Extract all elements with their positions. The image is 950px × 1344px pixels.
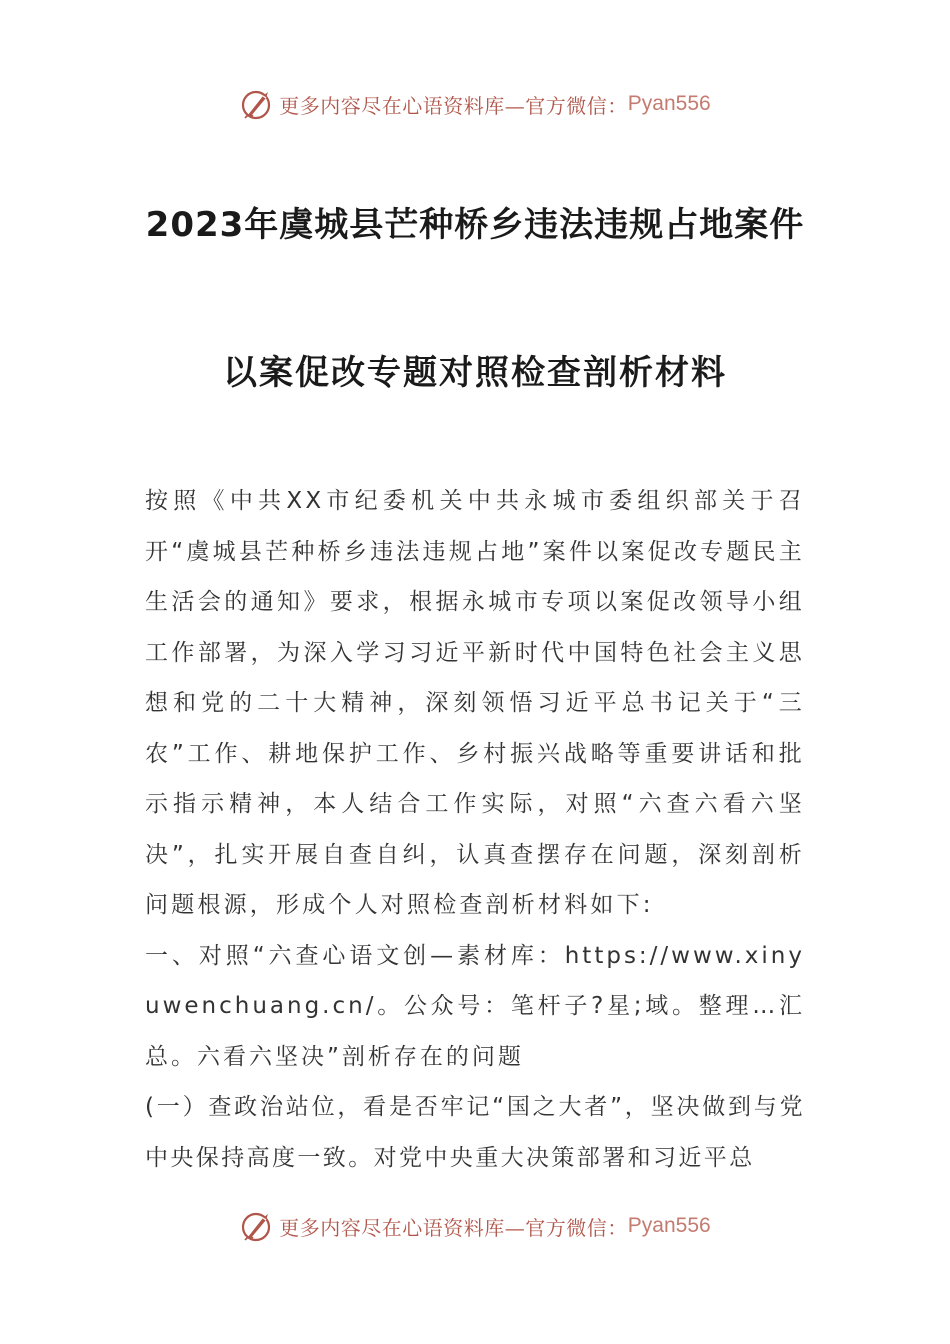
- watermark-text: 更多内容尽在心语资料库—官方微信：: [279, 93, 628, 118]
- pen-nib-logo-icon: [239, 86, 275, 122]
- intro-paragraph: 按照《中共XX市纪委机关中共永城市委组织部关于召开“虞城县芒种桥乡违法违规占地”案件以案促改专题民主生活会的通知》要求，根据永城市专项以案促改领导小组工作部署，为深入学习习近平新时代中国特色社会主义思想和党的二十大精神，深刻领悟习近平总书记关于“三农”工作、耕地保护工作、乡村振兴战略等重要讲话和批示指示精神，本人结合工作实际，对照“六查六看六坚决”，扎实开展自查自纠，认真查摆存在问题，深刻剖析问题根源，形成个人对照检查剖析材料如下:: [145, 488, 805, 918]
- watermark-footer: [0, 1206, 950, 1246]
- watermark-header: [0, 84, 950, 124]
- document-title-line-2: 以案促改专题对照检查剖析材料: [223, 353, 727, 393]
- watermark-wechat-id: Pyan556: [627, 92, 711, 115]
- document-body: [145, 476, 805, 1183]
- watermark-wechat-id: Pyan556: [627, 1214, 711, 1237]
- subsection-1: (一）查政治站位，看是否牢记“国之大者”，坚决做到与党中央保持高度一致。对党中央重大决策部署和习近平总: [145, 1094, 805, 1171]
- watermark-text: 更多内容尽在心语资料库—官方微信：: [279, 1215, 628, 1240]
- pen-nib-logo-icon: [239, 1208, 275, 1244]
- document-title-line-1: 2023年虞城县芒种桥乡违法违规占地案件: [145, 205, 805, 245]
- section-1-heading: 一、对照“六查心语文创—素材库：https://www.xinyuwenchuang.cn/。公众号：笔杆子?星;域。整理…汇总。六看六坚决”剖析存在的问题: [145, 942, 805, 1070]
